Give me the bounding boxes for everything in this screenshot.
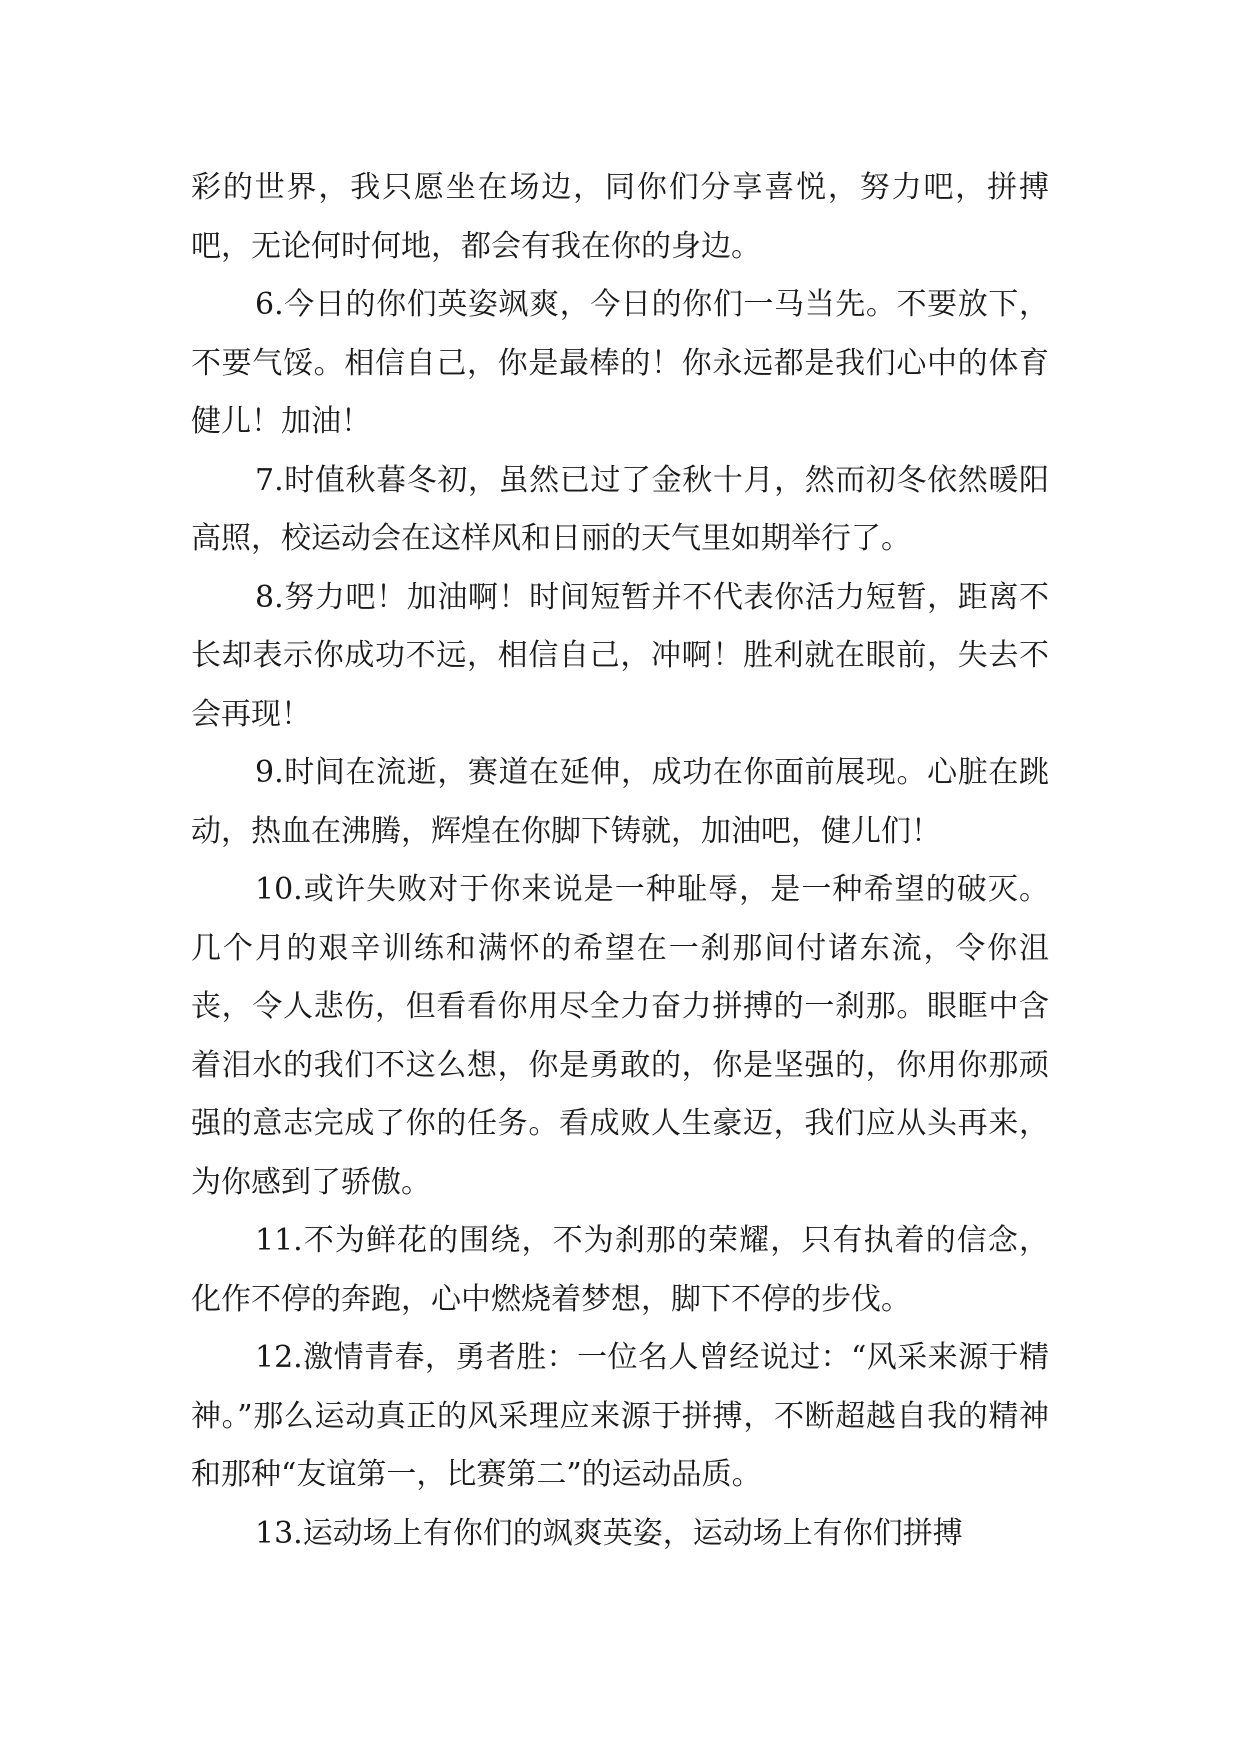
paragraph-item-7: 7.时值秋暮冬初，虽然已过了金秋十月，然而初冬依然暖阳高照，校运动会在这样风和日丽的天气里如期举行了。 [191, 462, 1049, 556]
paragraph-continued: 彩的世界，我只愿坐在场边，同你们分享喜悦，努力吧，拼搏吧，无论何时何地，都会有我在你的身边。 [191, 170, 1049, 264]
paragraph-item-9: 9.时间在流逝，赛道在延伸，成功在你面前展现。心脏在跳动，热血在沸腾，辉煌在你脚下铸就，加油吧，健儿们！ [191, 755, 1049, 849]
document-body [191, 159, 1049, 1563]
paragraph-item-13: 13.运动场上有你们的飒爽英姿，运动场上有你们拼搏 [255, 1515, 963, 1551]
paragraph-item-6: 6.今日的你们英姿飒爽，今日的你们一马当先。不要放下，不要气馁。相信自己，你是最棒的！你永远都是我们心中的体育健儿！加油！ [191, 287, 1049, 439]
paragraph-item-11: 11.不为鲜花的围绕，不为刹那的荣耀，只有执着的信念，化作不停的奔跑，心中燃烧着梦想，脚下不停的步伐。 [191, 1223, 1049, 1317]
paragraph-item-8: 8.努力吧！加油啊！时间短暂并不代表你活力短暂，距离不长却表示你成功不远，相信自己，冲啊！胜利就在眼前，失去不会再现！ [191, 579, 1049, 732]
paragraph-item-10: 10.或许失败对于你来说是一种耻辱，是一种希望的破灭。几个月的艰辛训练和满怀的希望在一刹那间付诸东流，令你沮丧，令人悲伤，但看看你用尽全力奋力拼搏的一刹那。眼眶中含着泪水的我们不这么想，你是勇敢的，你是坚强的，你用你那顽强的意志完成了你的任务。看成败人生豪迈，我们应从头再来，为你感到了骄傲。 [191, 872, 1049, 1200]
paragraph-item-12: 12.激情青春，勇者胜：一位名人曾经说过：“风采来源于精神。”那么运动真正的风采理应来源于拼搏，不断超越自我的精神和那种“友谊第一，比赛第二”的运动品质。 [191, 1340, 1049, 1492]
